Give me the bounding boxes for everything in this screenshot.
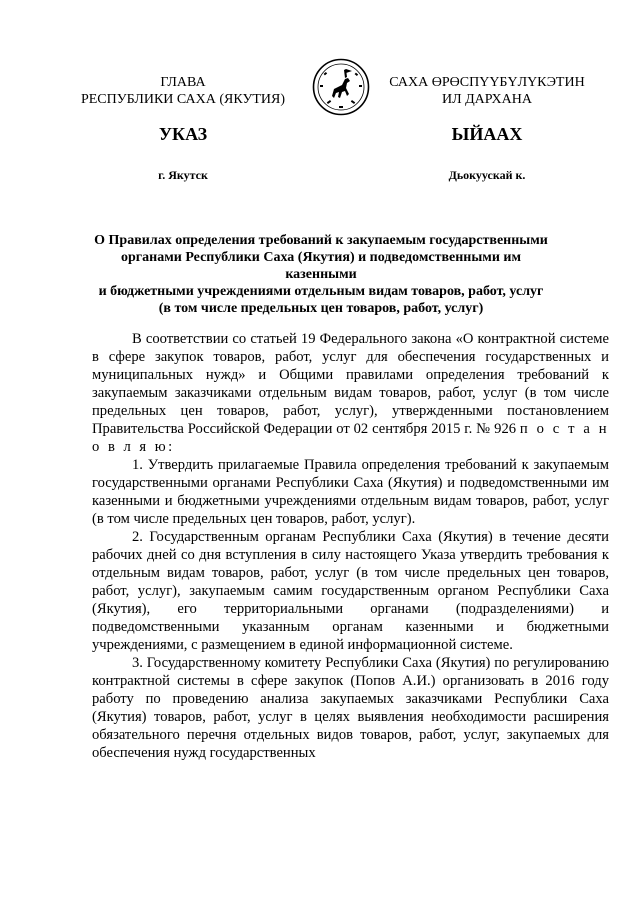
title-line: (в том числе предельных цен товаров, работ, услуг)	[158, 301, 484, 316]
preamble-paragraph	[92, 330, 609, 456]
title-line: и бюджетными учреждениями отдельным видам товаров, работ, услуг	[98, 284, 544, 299]
issuer-republic-yakut: САХА ӨРӨСПҮҮБҮЛҮКЭТИН	[389, 75, 585, 90]
issuer-republic: РЕСПУБЛИКИ САХА (ЯКУТИЯ)	[80, 92, 286, 107]
decree-item-1: 1. Утвердить прилагаемые Правила определения требований к закупаемым государственными органами Республики Саха (Якутия) и подведомственными им казенными и бюджетными учреждениями отдельным видам товаров, работ, услуг (в том числе предельных цен товаров, работ, услуг).	[92, 457, 609, 527]
issuer-header-russian	[58, 74, 308, 108]
decree-word: п о с т а н о в л я ю:	[92, 421, 610, 455]
title-line: органами Республики Саха (Якутия) и подведомственными им казенными	[121, 250, 521, 282]
decree-item-3: 3. Государственному комитету Республики Саха (Якутия) по регулированию контрактной системы в сфере закупок (Попов А.И.) организовать в 2016 году работу по проведению анализа закупаемых заказчиками Республики Саха (Якутия) товаров, работ, услуг в целях выявления необходимости расширения обязательного перечня отдельных видов товаров, работ, услуг, закупаемых для обеспечения нужд государственных	[92, 655, 609, 761]
coat-of-arms-icon	[312, 58, 370, 116]
doc-type-russian: УКАЗ	[158, 124, 208, 144]
city-russian: г. Якутск	[158, 168, 208, 182]
city-yakut: Дьокуускай к.	[448, 168, 526, 182]
issuer-header-yakut	[368, 74, 606, 108]
title-line: О Правилах определения требований к закупаемым государственными	[94, 233, 548, 248]
decree-title	[88, 232, 554, 317]
issuer-title: ГЛАВА	[160, 75, 206, 90]
issuer-title-yakut: ИЛ ДАРХАНА	[441, 92, 532, 107]
decree-body	[92, 330, 609, 762]
preamble-text: В соответствии со статьей 19 Федерального закона «О контрактной системе в сфере закупок товаров, работ, услуг для обеспечения государственных и муниципальных нужд» и Общими правилами определения требований к закупаемым заказчиками отдельным видам товаров, работ, услуг (в том числе предельных цен товаров, работ, услуг), утвержденными постановлением Правительства Российской Федерации от 02 сентября 2015 г. № 926	[92, 331, 609, 437]
doc-type-yakut: ЫЙААХ	[451, 124, 523, 144]
decree-item-2: 2. Государственным органам Республики Саха (Якутия) в течение десяти рабочих дней со дня вступления в силу настоящего Указа утвердить требования к отдельным видам товаров, работ, услуг (в том числе предельных цен товаров, работ, услуг), закупаемым самим государственным органом Республики Саха (Якутия), его территориальными органами (подразделениями) и подведомственными указанным органам казенными и бюджетными учреждениями, с размещением в единой информационной системе.	[92, 529, 609, 653]
